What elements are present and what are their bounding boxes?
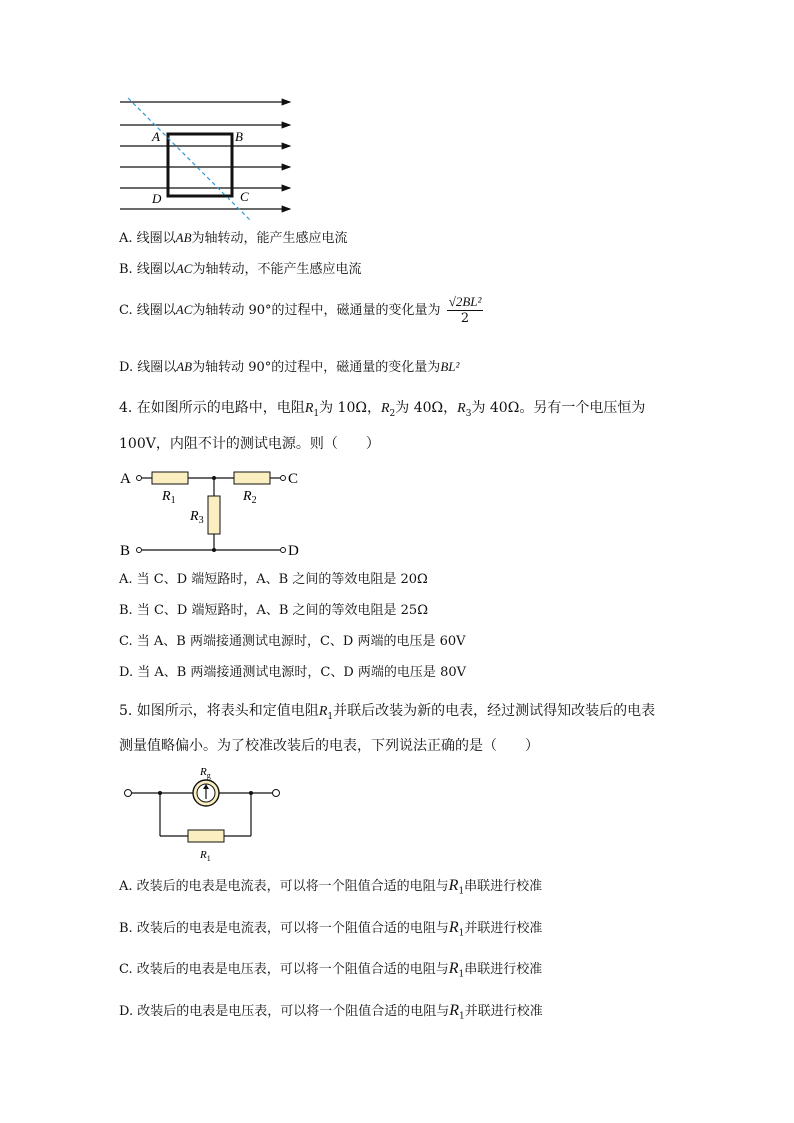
- terminal-d: [281, 548, 286, 553]
- q4-stem-line1: 4. 在如图所示的电路中，电阻$R_1$为 10Ω，$R_2$为 40Ω，$R_3$为 40Ω。另有一个电压恒为: [119, 400, 646, 419]
- terminal-label-a: A: [120, 471, 131, 487]
- r-subscript: 1: [459, 1011, 465, 1022]
- option-text: C. 改装后的电表是电压表，可以将一个阻值合适的电阻与: [119, 962, 449, 977]
- label-r1: $R_1$: [200, 849, 211, 863]
- field-lines: [120, 102, 290, 209]
- terminal-b: [137, 548, 142, 553]
- terminal-right: [273, 790, 280, 797]
- r-symbol: R: [448, 919, 459, 936]
- option-text: B. 改装后的电表是电流表，可以将一个阻值合适的电阻与: [119, 921, 449, 936]
- terminal-label-c: C: [288, 471, 299, 487]
- axis-label: AC: [175, 302, 193, 317]
- option-text: 为轴转动 90°的过程中，磁通量的变化量为: [192, 360, 441, 375]
- label-r2: $R_2$: [243, 489, 257, 506]
- magnetic-field-figure: [112, 92, 302, 222]
- q4-option-a[interactable]: A. 当 C、D 端短路时，A、B 之间的等效电阻是 20Ω: [119, 572, 428, 587]
- square-coil: [168, 134, 232, 196]
- q5-option-b[interactable]: [119, 918, 542, 944]
- option-text: A. 改装后的电表是电流表，可以将一个阻值合适的电阻与: [119, 879, 449, 894]
- q5-option-c[interactable]: [119, 959, 542, 985]
- coil-label-a: A: [152, 129, 160, 144]
- label-rg: $R_g$: [200, 766, 211, 780]
- option-text: 为轴转动，能产生感应电流: [191, 231, 348, 246]
- resistor-r2: [234, 472, 270, 484]
- label-r3: $R_3$: [190, 509, 204, 526]
- coil-label-d: D: [152, 191, 162, 206]
- option-text: 为轴转动 90°的过程中，磁通量的变化量为: [192, 303, 441, 318]
- resistor-r3: [208, 496, 220, 534]
- q3-option-d[interactable]: [119, 357, 459, 378]
- terminal-left: [125, 790, 132, 797]
- option-text: 串联进行校准: [464, 962, 543, 977]
- option-text: D. 线圈以: [119, 360, 177, 375]
- option-text: 为轴转动，不能产生感应电流: [192, 262, 362, 277]
- option-text: 并联进行校准: [464, 921, 543, 936]
- option-text: B. 线圈以: [119, 262, 176, 277]
- option-text: C. 线圈以: [119, 303, 176, 318]
- flux-fraction: [447, 294, 484, 327]
- q4-option-b[interactable]: B. 当 C、D 端短路时，A、B 之间的等效电阻是 25Ω: [119, 603, 428, 618]
- axis-label: AC: [175, 261, 193, 276]
- r-symbol: R: [448, 877, 459, 894]
- flux-value: BL²: [440, 359, 460, 374]
- r-subscript: 1: [458, 886, 465, 897]
- option-text: 并联进行校准: [464, 1004, 543, 1019]
- option-text: D. 改装后的电表是电压表，可以将一个阻值合适的电阻与: [119, 1004, 450, 1019]
- resistor-r1: [188, 830, 224, 842]
- axis-label: AB: [176, 359, 193, 374]
- terminal-c: [281, 476, 286, 481]
- q4-option-d[interactable]: D. 当 A、B 两端接通测试电源时，C、D 两端的电压是 80V: [119, 665, 466, 680]
- q5-option-a[interactable]: [119, 876, 542, 902]
- fraction-denominator: 2: [460, 311, 470, 326]
- terminal-label-b: B: [120, 543, 131, 559]
- q3-option-b[interactable]: [119, 259, 361, 280]
- r-subscript: 1: [458, 928, 465, 939]
- axis-label: AB: [175, 230, 192, 245]
- r-subscript: 1: [458, 969, 465, 980]
- option-text: 串联进行校准: [464, 879, 543, 894]
- q4-stem-line2: 100V，内阻不计的测试电源。则（ ）: [119, 436, 380, 452]
- q5-option-d[interactable]: [119, 1001, 543, 1027]
- option-text: A. 线圈以: [119, 231, 176, 246]
- label-r1: $R_1$: [162, 489, 176, 506]
- r-symbol: R: [448, 960, 459, 977]
- fraction-numerator: √2BL²: [448, 294, 482, 309]
- q4-option-c[interactable]: C. 当 A、B 两端接通测试电源时，C、D 两端的电压是 60V: [119, 634, 466, 649]
- q3-option-a[interactable]: [119, 228, 348, 249]
- junction-top: [212, 476, 216, 480]
- coil-label-b: B: [235, 129, 243, 144]
- q5-meter-circuit: [118, 760, 288, 868]
- coil-label-c: C: [240, 189, 249, 204]
- junction-bottom: [212, 548, 216, 552]
- junction-left: [158, 791, 162, 795]
- r-symbol: R: [449, 1002, 460, 1019]
- resistor-r1: [152, 472, 188, 484]
- junction-right: [249, 791, 253, 795]
- terminal-a: [137, 476, 142, 481]
- q5-stem-line2: 测量值略偏小。为了校准改装后的电表，下列说法正确的是（ ）: [119, 738, 539, 754]
- q5-stem-line1: 5. 如图所示，将表头和定值电阻$R_1$并联后改装为新的电表，经过测试得知改装后的电表: [119, 703, 656, 722]
- q4-circuit-diagram: [112, 462, 312, 560]
- terminal-label-d: D: [288, 543, 299, 559]
- q3-option-c[interactable]: [119, 294, 483, 327]
